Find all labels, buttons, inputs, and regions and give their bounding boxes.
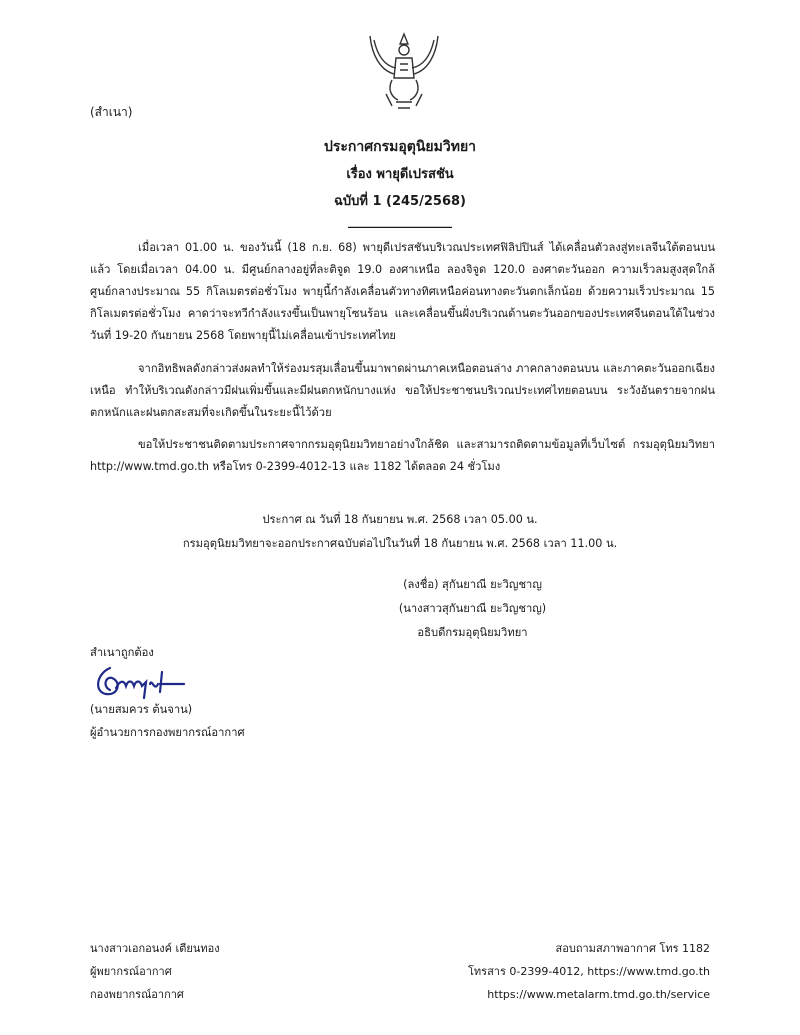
announcement-title: ประกาศกรมอุตุนิยมวิทยา	[323, 139, 477, 155]
inquiry-phone: สอบถามสภาพอากาศ โทร 1182	[555, 942, 710, 955]
handwritten-signature-icon	[92, 662, 192, 700]
copy-label: (สำเนา)	[90, 105, 133, 119]
forecaster-name: นางสาวเอกอนงค์ เตียนทอง	[90, 942, 220, 955]
paragraph-1: เมื่อเวลา 01.00 น. ของวันนี้ (18 ก.ย. 68) พายุดีเปรสชันบริเวณประเทศฟิลิปปินส์ ได้เคลื่อนตัวลงสู่ทะเลจีนใต้ตอนบนแล้ว โดยเมื่อเวลา 04.00 น. มีศูนย์กลางอยู่ที่ละติจูด 19.0 องศาเหนือ ลองจิจูด 120.0 องศาตะวันออก ความเร็วลมสูงสุดใกล้ศูนย์กลางประมาณ 55 กิโลเมตรต่อชั่วโมง พายุนี้กำลังเคลื่อนตัวทางทิศเหนือค่อนทางตะวันตกเล็กน้อย ด้วยความเร็วประมาณ 15 กิโลเมตรต่อชั่วโมง คาดว่าจะทวีกำลังแรงขึ้นเป็นพายุโซนร้อน และเคลื่อนขึ้นฝั่งบริเวณด้านตะวันออกของประเทศจีนตอนใต้ในช่วงวันที่ 19-20 กันยายน 2568 โดยพายุนี้ไม่เคลื่อนเข้าประเทศไทย	[90, 241, 715, 342]
signatory-name: (นางสาวสุกันยาณี ยะวิญชาญ)	[398, 602, 547, 615]
announced-date: ประกาศ ณ วันที่ 18 กันยายน พ.ศ. 2568 เวลา 05.00 น.	[262, 513, 538, 526]
footer-right	[468, 937, 710, 1006]
signatory-signed: (ลงชื่อ) สุกันยาณี ยะวิญชาญ	[403, 578, 542, 591]
title-separator: ________________	[348, 214, 452, 229]
paragraph-2: จากอิทธิพลดังกล่าวส่งผลทำให้ร่องมรสุมเลื่อนขึ้นมาพาดผ่านภาคเหนือตอนล่าง ภาคกลางตอนบน และภาคตะวันออกเฉียงเหนือ ทำให้บริเวณดังกล่าวมีฝนเพิ่มขึ้นและมีฝนตกหนักบางแห่ง ขอให้ประชาชนบริเวณประเทศไทยตอนบน ระวังอันตรายจากฝนตกหนักและฝนตกสะสมที่จะเกิดขึ้นในระยะนี้ไว้ด้วย	[90, 362, 715, 419]
forecaster-division: กองพยากรณ์อากาศ	[90, 988, 184, 1001]
announcement-issue: ฉบับที่ 1 (245/2568)	[334, 194, 466, 209]
signatory-position: อธิบดีกรมอุตุนิยมวิทยา	[417, 626, 528, 639]
announcement-subject: เรื่อง พายุดีเปรสชัน	[346, 167, 454, 182]
certifier-position: ผู้อำนวยการกองพยากรณ์อากาศ	[90, 726, 245, 739]
certifier-name: (นายสมควร ต้นจาน)	[90, 703, 193, 716]
next-issue-notice: กรมอุตุนิยมวิทยาจะออกประกาศฉบับต่อไปในวันที่ 18 กันยายน พ.ศ. 2568 เวลา 11.00 น.	[182, 537, 618, 550]
certified-copy-label: สำเนาถูกต้อง	[90, 646, 154, 659]
paragraph-3: ขอให้ประชาชนติดตามประกาศจากกรมอุตุนิยมวิทยาอย่างใกล้ชิด และสามารถติดตามข้อมูลที่เว็บไซต์ กรมอุตุนิยมวิทยา http://www.tmd.go.th หรือโทร 0-2399-4012-13 และ 1182 ได้ตลอด 24 ชั่วโมง	[90, 438, 715, 473]
forecaster-role: ผู้พยากรณ์อากาศ	[90, 965, 172, 978]
garuda-emblem-icon	[362, 30, 446, 112]
fax-website: โทรสาร 0-2399-4012, https://www.tmd.go.th	[468, 965, 710, 978]
footer-left	[90, 937, 220, 1006]
metalarm-link: https://www.metalarm.tmd.go.th/service	[487, 988, 710, 1001]
